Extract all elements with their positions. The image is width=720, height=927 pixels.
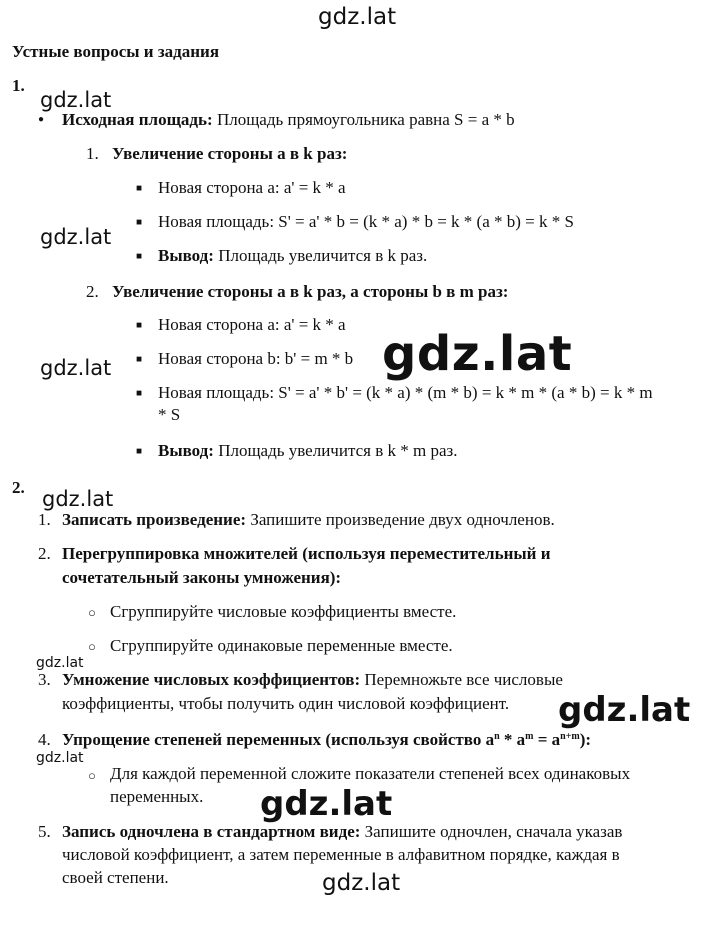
list-item: Сгруппируйте числовые коэффициенты вместе. — [110, 602, 457, 621]
list-item: Запись одночлена в стандартном виде: Запишите одночлен, сначала указав — [62, 822, 623, 841]
list-item: Умножение числовых коэффициентов: Перемножьте все числовые — [62, 670, 563, 689]
list-item: Вывод: Площадь увеличится в k раз. — [158, 246, 428, 265]
list-item-title: Увеличение стороны a в k раз, а стороны b в m раз: — [112, 282, 509, 301]
question-number: 1. — [12, 76, 25, 95]
watermark: gdz.lat — [36, 750, 84, 766]
list-number: 2. — [86, 282, 99, 301]
bullet-icon: ■ — [136, 251, 143, 262]
bullet-icon: ■ — [136, 354, 143, 365]
list-item: Исходная площадь: Площадь прямоугольника равна S = a * b — [62, 110, 515, 129]
bullet-icon: ■ — [136, 388, 143, 399]
watermark-bottom: gdz.lat — [322, 870, 401, 896]
list-item: Новая сторона b: b' = m * b — [158, 349, 354, 368]
watermark: gdz.lat — [36, 655, 84, 671]
list-item: Для каждой переменной сложите показатели степеней всех одинаковых — [110, 764, 631, 783]
list-item: Новая площадь: S' = a' * b' = (k * a) * (m * b) = k * m * (a * b) = k * m — [158, 383, 653, 402]
watermark: gdz.lat — [42, 487, 114, 511]
list-item-continuation: числовой коэффициент, а затем переменные в алфавитном порядке, каждая в — [62, 845, 620, 864]
list-item-continuation: коэффициенты, чтобы получить один числовой коэффициент. — [62, 694, 510, 713]
list-number: 4. — [38, 730, 51, 749]
list-item-continuation: своей степени. — [62, 868, 169, 887]
list-number: 1. — [86, 144, 99, 163]
list-item: Вывод: Площадь увеличится в k * m раз. — [158, 441, 458, 460]
bullet-icon: ● — [38, 114, 45, 125]
bullet-icon: ■ — [136, 320, 143, 331]
list-item: Новая сторона a: a' = k * a — [158, 178, 346, 197]
list-number: 1. — [38, 510, 51, 529]
watermark: gdz.lat — [40, 88, 112, 112]
watermark: gdz.lat — [40, 225, 112, 249]
list-item-title: Перегруппировка множителей (используя переместительный и — [62, 544, 551, 563]
list-item: Новая площадь: S' = a' * b = (k * a) * b = k * (a * b) = k * S — [158, 212, 574, 231]
watermark-large: gdz.lat — [558, 690, 691, 730]
list-item: Сгруппируйте одинаковые переменные вместе. — [110, 636, 453, 655]
bullet-icon: ■ — [136, 446, 143, 457]
circle-bullet-icon: ○ — [88, 605, 96, 620]
list-number: 5. — [38, 822, 51, 841]
list-number: 2. — [38, 544, 51, 563]
page-heading: Устные вопросы и задания — [12, 42, 220, 61]
circle-bullet-icon: ○ — [88, 639, 96, 654]
bullet-icon: ■ — [136, 183, 143, 194]
list-item-continuation: переменных. — [110, 787, 204, 806]
circle-bullet-icon: ○ — [88, 768, 96, 783]
list-item: Новая сторона a: a' = k * a — [158, 315, 346, 334]
list-item-title: сочетательный законы умножения): — [62, 568, 342, 587]
watermark-large: gdz.lat — [260, 784, 393, 824]
watermark-large: gdz.lat — [378, 326, 576, 382]
bullet-icon: ■ — [136, 217, 143, 228]
watermark: gdz.lat — [40, 356, 112, 380]
list-item-title: Увеличение стороны a в k раз: — [112, 144, 348, 163]
list-number: 3. — [38, 670, 51, 689]
question-number: 2. — [12, 478, 25, 497]
watermark-top: gdz.lat — [318, 4, 397, 30]
list-item-continuation: * S — [158, 405, 181, 424]
list-item-title: Упрощение степеней переменных (используя свойство $a^n * a^m = a^{n+m}$): — [62, 730, 592, 749]
list-item: Записать произведение: Запишите произведение двух одночленов. — [62, 510, 555, 529]
